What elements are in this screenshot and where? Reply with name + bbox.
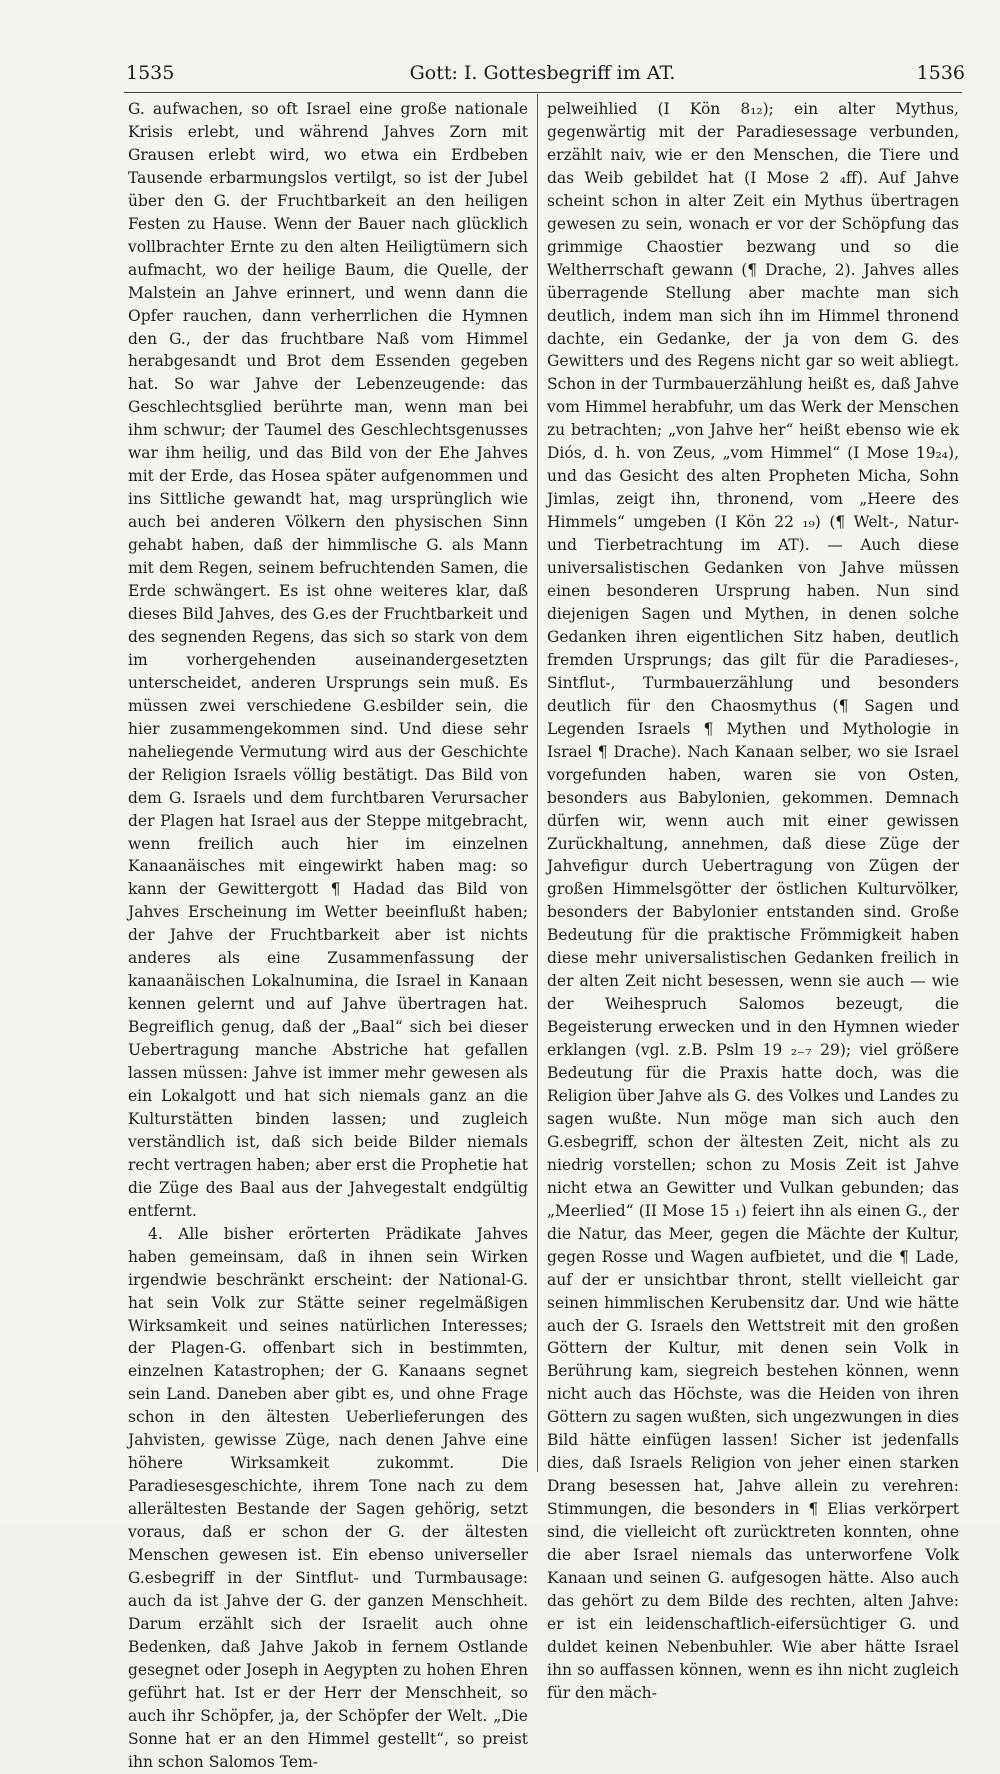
left-paragraph-2: 4. Alle bisher erörterten Prädikate Jahves haben gemeinsam, daß in ihnen sein Wirken irgendwie beschränkt erscheint: der National-G. hat sein Volk zur Stätte seiner regelmäßigen Wirksamkeit und seines natürlichen Interesses; der Plagen-G. offenbart sich in bestimmten, einzelnen Katastrophen; der G. Kanaans segnet sein Land. Daneben aber gibt es, und ohne Frage schon in den ältesten Ueberlieferungen des Jahvisten, gewisse Züge, nach denen Jahve eine höhere Wirksamkeit zukommt. Die Paradiesesgeschichte, ihrem Tone nach zu dem allerältesten Bestande der Sagen gehörig, setzt voraus, daß er schon der G. der ältesten Menschen gewesen ist. Ein ebenso universeller G.esbegriff in der Sintflut- und Turmbausage: auch da ist Jahve der G. der ganzen Menschheit. Darum erzählt sich der Israelit auch ohne Bedenken, daß Jahve Jakob in fernem Ostlande gesegnet oder Joseph in Aegypten zu hohen Ehren geführt hat. Ist er der Herr der Menschheit, so auch ihr Schöpfer, ja, der Schöpfer der Welt. „Die Sonne hat er an den Himmel gestellt“, so preist ihn schon Salomos Tem- (128, 1224, 528, 1771)
page-number-right: 1536 (916, 62, 965, 84)
column-divider (537, 94, 538, 1472)
running-head: Gott: I. Gottesbegriff im AT. (409, 62, 676, 84)
left-paragraph-1: G. aufwachen, so oft Israel eine große nationale Krisis erlebt, und während Jahves Zorn mit Grausen erlebt wird, wo etwa ein Erdbeben Tausende erbarmungslos vertilgt, so ist der Jubel über den G. der Fruchtbarkeit an den heiligen Festen zu Hause. Wenn der Bauer nach glücklich vollbrachter Ernte zu den alten Heiligtümern sich aufmacht, wo der heilige Baum, die Quelle, der Malstein an Jahve erinnert, und wenn dann die Opfer rauchen, dann verherrlichen die Hymnen den G., der das fruchtbare Naß vom Himmel herabgesandt und Brot dem Essenden gegeben hat. So war Jahve der Lebenzeugende: das Geschlechtsglied berührte man, wenn man bei ihm schwur; der Taumel des Geschlechtsgenusses war ihm heilig, und das Bild von der Ehe Jahves mit der Erde, das Hosea später aufgenommen und ins Sittliche gewandt hat, mag ursprünglich wie auch bei anderen Völkern den physischen Sinn gehabt haben, daß der himmlische G. als Mann mit dem Regen, seinem befruchtenden Samen, die Erde schwängert. Es ist ohne weiteres klar, daß dieses Bild Jahves, des G.es der Fruchtbarkeit und des segnenden Regens, das sich so stark von dem im vorhergehenden auseinandergesetzten unterscheidet, anderen Ursprungs sein muß. Es müssen zwei verschiedene G.esbilder sein, die hier zusammengekommen sind. Und diese sehr naheliegende Vermutung wird aus der Geschichte der Religion Israels völlig bestätigt. Das Bild von dem G. Israels und dem furchtbaren Verursacher der Plagen hat Israel aus der Steppe mitgebracht, wenn freilich auch hier im einzelnen Kanaanäisches mit eingewirkt haben mag: so kann der Gewittergott ¶ Hadad das Bild von Jahves Erscheinung im Wetter beeinflußt haben; der Jahve der Fruchtbarkeit aber ist nichts anderes als eine Zusammenfassung der kanaanäischen Lokalnumina, die Israel in Kanaan kennen gelernt und auf Jahve übertragen hat. Begreiflich genug, daß der „Baal“ sich bei dieser Uebertragung manche Abstriche hat gefallen lassen müssen: Jahve ist immer mehr gewesen als ein Lokalgott und hat sich niemals ganz an die Kulturstätten binden lassen; und zugleich verständlich ist, daß sich beide Bilder niemals recht vertragen haben; aber erst die Prophetie hat die Züge des Baal aus der Jahvegestalt endgültig entfernt. (128, 100, 528, 1220)
page-number-left: 1535 (126, 62, 175, 84)
header-rule (124, 92, 962, 93)
page-header (120, 62, 965, 88)
left-column (128, 98, 528, 1771)
right-column (547, 98, 959, 1702)
right-paragraph-1: pelweihlied (I Kön 8₁₂); ein alter Mythus, gegenwärtig mit der Paradiesessage verbunden, erzählt naiv, wie er den Menschen, die Tiere und das Weib gebildet hat (I Mose 2 ₄ff). Auf Jahve scheint schon in alter Zeit ein Mythus übertragen gewesen zu sein, wonach er vor der Schöpfung das grimmige Chaostier bezwang und so die Weltherrschaft gewann (¶ Drache, 2). Jahves alles überragende Stellung aber machte man sich deutlich, indem man sich ihn im Himmel thronend dachte, ein Gedanke, der ja von dem G. des Gewitters und des Regens nicht gar so weit abliegt. Schon in der Turmbauerzählung heißt es, daß Jahve vom Himmel herabfuhr, um das Werk der Menschen zu betrachten; „von Jahve her“ heißt ebenso wie ek Diós, d. h. von Zeus, „vom Himmel“ (I Mose 19₂₄), und das Gesicht des alten Propheten Micha, Sohn Jimlas, zeigt ihn, thronend, vom „Heere des Himmels“ umgeben (I Kön 22 ₁₉) (¶ Welt-, Natur- und Tierbetrachtung im AT). — Auch diese universalistischen Gedanken von Jahve müssen einen besonderen Ursprung haben. Nun sind diejenigen Sagen und Mythen, in denen solche Gedanken ihren eigentlichen Sitz haben, deutlich fremden Ursprungs; das gilt für die Paradieses-, Sintflut-, Turmbauerzählung und besonders deutlich für den Chaosmythus (¶ Sagen und Legenden Israels ¶ Mythen und Mythologie in Israel ¶ Drache). Nach Kanaan selber, wo sie Israel vorgefunden haben, waren sie von Osten, besonders aus Babylonien, gekommen. Demnach dürfen wir, wenn auch mit einer gewissen Zurückhaltung, annehmen, daß diese Züge der Jahvefigur durch Uebertragung von Zügen der großen Himmelsgötter der östlichen Kulturvölker, besonders der Babylonier entstanden sind. Große Bedeutung für die praktische Frömmigkeit haben diese mehr universalistischen Gedanken freilich in der alten Zeit nicht besessen, wenn sie auch — wie der Weihespruch Salomos bezeugt, die Begeisterung erwecken und in den Hymnen wieder erklangen (vgl. z.B. Pslm 19 ₂₋₇ 29); viel größere Bedeutung für die Praxis hatte doch, was die Religion über Jahve als G. des Volkes und Landes zu sagen wußte. Nun möge man sich auch den G.esbegriff, schon der ältesten Zeit, nicht als zu niedrig vorstellen; schon zu Mosis Zeit ist Jahve nicht etwa an Gewitter und Vulkan gebunden; das „Meerlied“ (II Mose 15 ₁) feiert ihn als einen G., der die Natur, das Meer, gegen die Mächte der Kultur, gegen Rosse und Wagen aufbietet, und die ¶ Lade, auf der er unsichtbar thront, stellt vielleicht gar seinen himmlischen Kerubensitz dar. Und wie hätte auch der G. Israels den Wettstreit mit den großen Göttern der Kultur, mit denen sein Volk in Berührung kam, siegreich bestehen können, wenn nicht auch das Höchste, was die Heiden von ihren Göttern zu sagen wußten, sich ungezwungen in dies Bild hätte einfügen lassen! Sicher ist jedenfalls dies, daß Israels Religion von jeher einen starken Drang besessen hat, Jahve allein zu verehren: Stimmungen, die besonders in ¶ Elias verkörpert sind, die vielleicht oft zurücktreten konnten, ohne die aber Israel niemals das unterworfene Volk Kanaan und seinen G. aufgesogen hätte. Also auch das gehört zu dem Bilde des rechten, alten Jahve: er ist ein leidenschaftlich-eifersüchtiger G. und duldet keinen Nebenbuhler. Wie aber hätte Israel ihn so auffassen können, wenn es ihn nicht zugleich für den mäch- (547, 100, 959, 1702)
